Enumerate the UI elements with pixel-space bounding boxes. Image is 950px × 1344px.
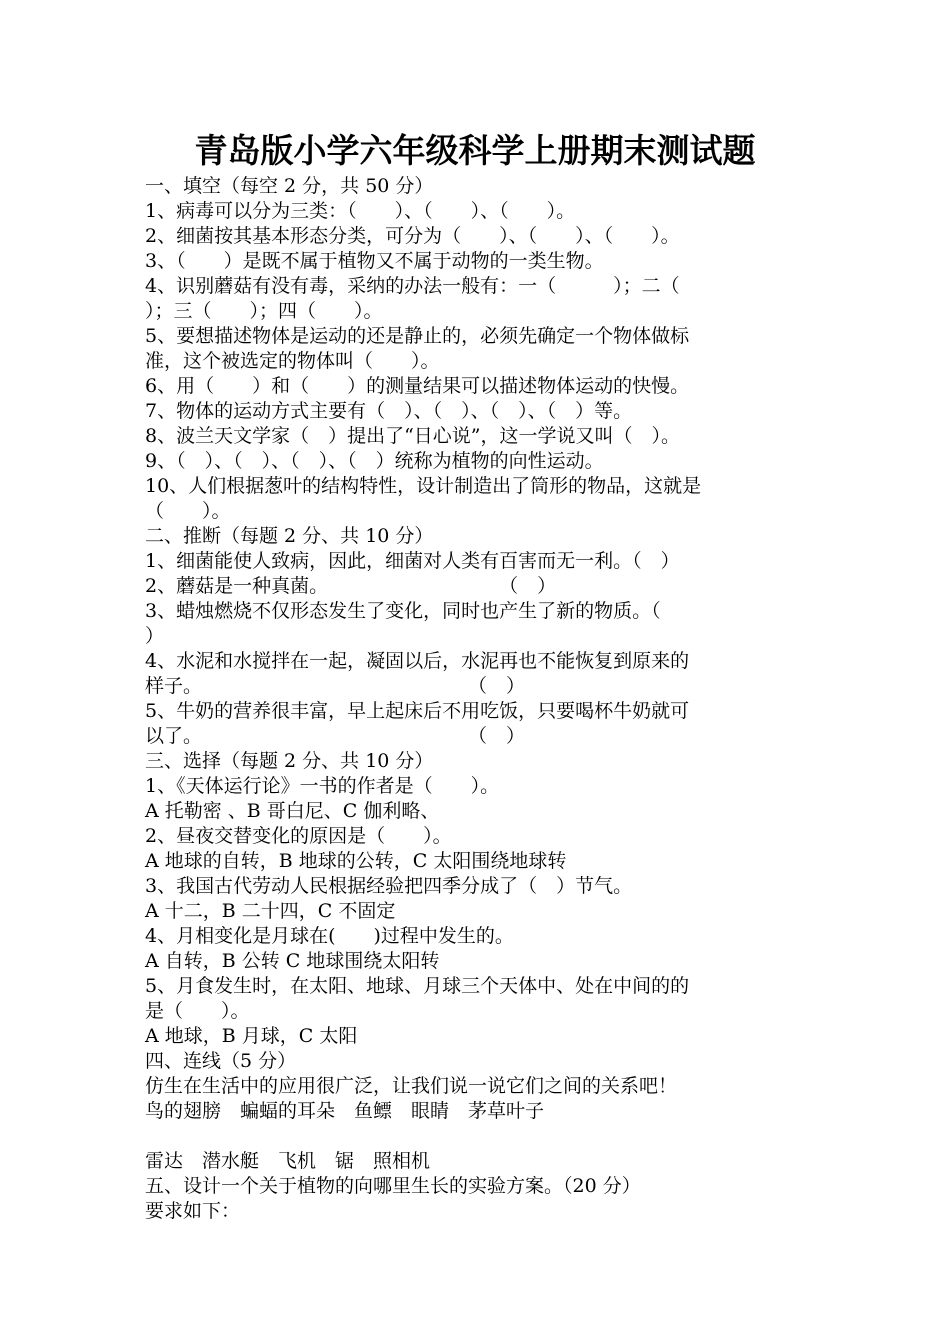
question-line: 10、人们根据葱叶的结构特性，设计制造出了筒形的物品，这就是 bbox=[145, 475, 702, 497]
question-line: 5、月食发生时，在太阳、地球、月球三个天体中、处在中间的的 bbox=[145, 975, 690, 997]
section-3-heading: 三、选择（每题 2 分、共 10 分） bbox=[145, 750, 434, 772]
section-2-heading: 二、推断（每题 2 分、共 10 分） bbox=[145, 525, 434, 547]
question-line: 5、要想描述物体是运动的还是静止的，必须先确定一个物体做标 bbox=[145, 325, 690, 347]
exam-title: 青岛版小学六年级科学上册期末测试题 bbox=[194, 131, 756, 170]
question-line: 8、波兰天文学家（ ）提出了“日心说”，这一学说又叫（ ）。 bbox=[145, 425, 681, 447]
option-line: A 地球的自转，B 地球的公转，C 太阳围绕地球转 bbox=[145, 850, 567, 872]
question-line: 9、（ ）、（ ）、（ ）、（ ）统称为植物的向性运动。 bbox=[145, 450, 604, 472]
section-4-heading: 四、连线（5 分） bbox=[145, 1050, 297, 1072]
question-line: 1、病毒可以分为三类：（ ）、（ ）、（ ）。 bbox=[145, 200, 576, 222]
question-line: 以了。 （ ） bbox=[145, 725, 526, 747]
question-line: 是（ ）。 bbox=[145, 1000, 250, 1022]
question-line: ） bbox=[145, 625, 165, 647]
question-line: 1、细菌能使人致病，因此，细菌对人类有百害而无一利。（ ） bbox=[145, 550, 680, 572]
question-line: （ ）。 bbox=[145, 500, 231, 522]
matching-right-items: 雷达 潜水艇 飞机 锯 照相机 bbox=[145, 1150, 431, 1172]
question-line: 仿生在生活中的应用很广泛，让我们说一说它们之间的关系吧！ bbox=[145, 1075, 678, 1097]
matching-left-items: 鸟的翅膀 蝙蝠的耳朵 鱼鳔 眼睛 茅草叶子 bbox=[145, 1100, 545, 1122]
section-5-heading: 五、设计一个关于植物的向哪里生长的实验方案。（20 分） bbox=[145, 1175, 641, 1197]
option-line: A 地球，B 月球，C 太阳 bbox=[145, 1025, 358, 1047]
question-line: 7、物体的运动方式主要有（ ）、（ ）、（ ）、（ ）等。 bbox=[145, 400, 633, 422]
option-line: A 自转，B 公转 C 地球围绕太阳转 bbox=[145, 950, 440, 972]
question-line: 6、用（ ）和（ ）的测量结果可以描述物体运动的快慢。 bbox=[145, 375, 690, 397]
question-line: 4、月相变化是月球在( )过程中发生的。 bbox=[145, 925, 514, 947]
question-line: 3、（ ）是既不属于植物又不属于动物的一类生物。 bbox=[145, 250, 604, 272]
question-line: 4、识别蘑菇有没有毒，采纳的办法一般有：一（ ）；二（ bbox=[145, 275, 680, 297]
question-line: 样子。 （ ） bbox=[145, 675, 526, 697]
question-line: 4、水泥和水搅拌在一起，凝固以后，水泥再也不能恢复到原来的 bbox=[145, 650, 690, 672]
section-1-heading: 一、填空（每空 2 分，共 50 分） bbox=[145, 175, 434, 197]
question-line: 3、我国古代劳动人民根据经验把四季分成了（ ）节气。 bbox=[145, 875, 633, 897]
question-line: 2、蘑菇是一种真菌。 （ ） bbox=[145, 575, 557, 597]
question-line: 准，这个被选定的物体叫（ ）。 bbox=[145, 350, 440, 372]
option-line: A 托勒密 、B 哥白尼、C 伽利略、 bbox=[145, 800, 440, 822]
question-line: ）；三（ ）；四（ ）。 bbox=[145, 300, 383, 322]
question-line: 1、《天体运行论》一书的作者是（ ）。 bbox=[145, 775, 500, 797]
option-line: A 十二，B 二十四，C 不固定 bbox=[145, 900, 396, 922]
question-line: 2、细菌按其基本形态分类，可分为（ ）、（ ）、（ ）。 bbox=[145, 225, 680, 247]
question-line: 5、牛奶的营养很丰富，早上起床后不用吃饭，只要喝杯牛奶就可 bbox=[145, 700, 690, 722]
question-line: 2、昼夜交替变化的原因是（ ）。 bbox=[145, 825, 452, 847]
question-line: 要求如下： bbox=[145, 1200, 241, 1222]
question-line: 3、蜡烛燃烧不仅形态发生了变化，同时也产生了新的物质。（ bbox=[145, 600, 661, 622]
